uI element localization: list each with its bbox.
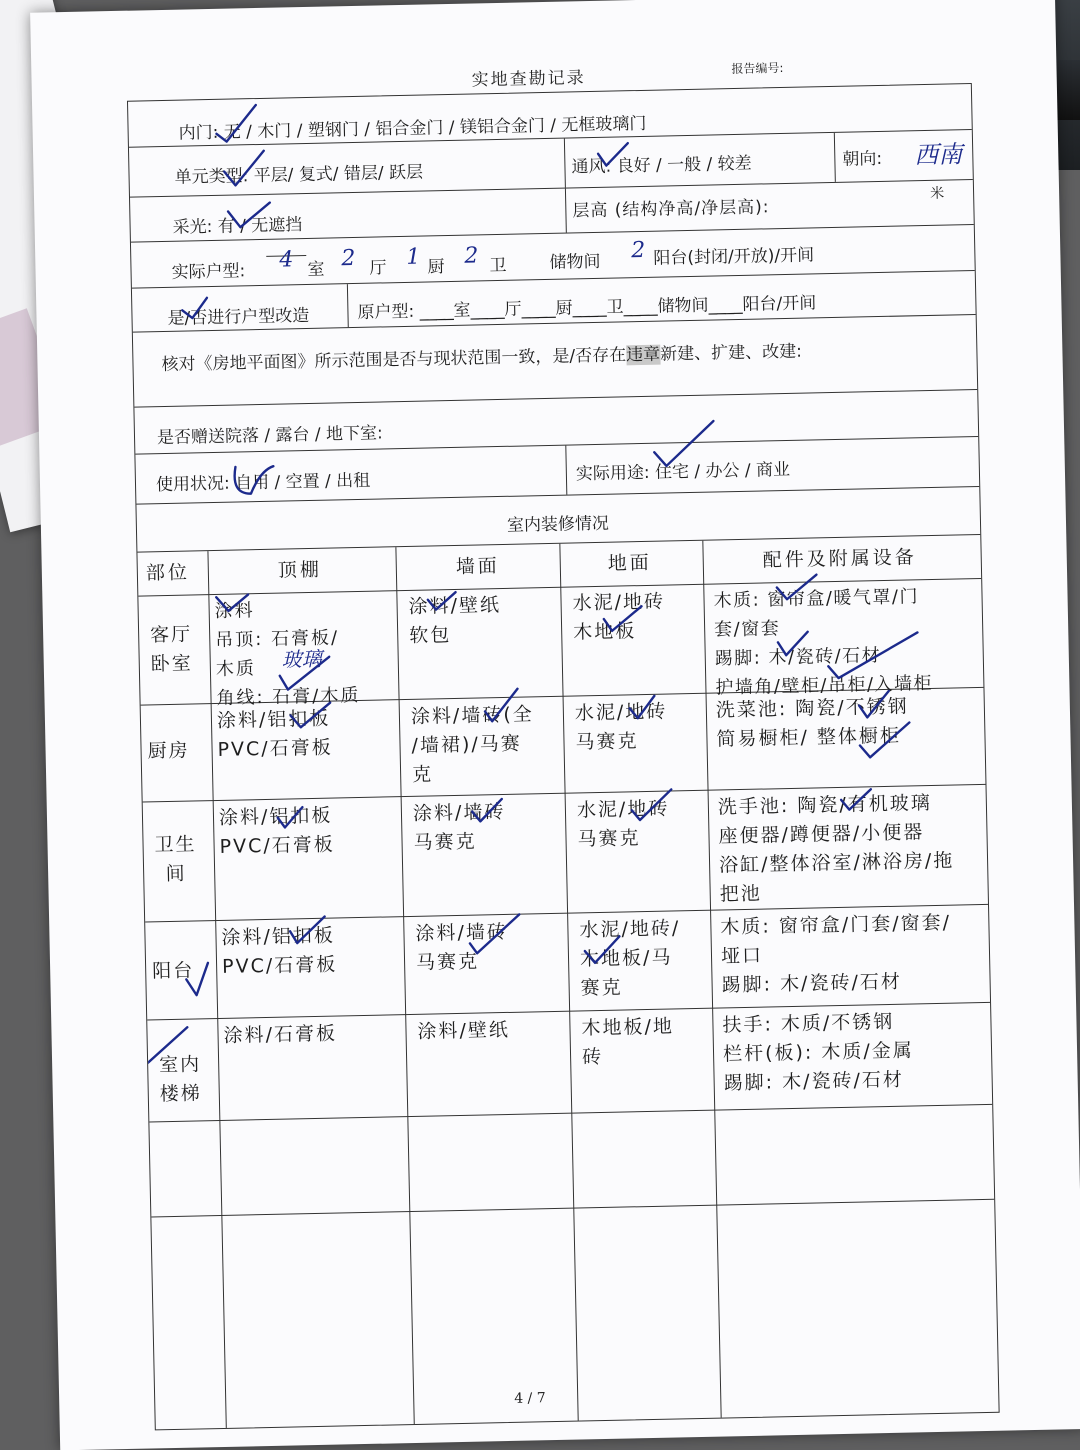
header-floor: 地面 bbox=[607, 551, 653, 575]
fittings-bathroom: 洗手池: 陶瓷/有机玻璃 座便器/蹲便器/小便器 浴缸/整体浴室/淋浴房/拖 把池 bbox=[717, 792, 955, 906]
halls-unit: 厅 bbox=[369, 258, 387, 279]
storage-unit: 储物间 bbox=[549, 251, 601, 273]
ceiling-balcony: 涂料/铝扣板 PVC/石膏板 bbox=[221, 924, 338, 978]
floor-kitchen: 水泥/地砖 马赛克 bbox=[574, 700, 668, 754]
part-stairs: 室内 楼梯 bbox=[158, 1053, 203, 1106]
wall-bathroom: 涂料/墙砖 马赛克 bbox=[412, 800, 506, 854]
fittings-stairs: 扶手: 木质/不锈钢 栏杆(板): 木质/金属 踢脚: 木/瓷砖/石材 bbox=[722, 1010, 914, 1095]
wall-kitchen: 涂料/墙砖(全 /墙裙)/马赛 克 bbox=[410, 703, 534, 786]
floor-living: 水泥/地砖 木地板 bbox=[572, 590, 666, 644]
fittings-kitchen: 洗菜池: 陶瓷/不锈钢 简易橱柜/ 整体橱柜 bbox=[715, 695, 909, 751]
gift-question: 是否赠送院落 / 露台 / 地下室: bbox=[156, 423, 384, 449]
kitchens-value: 1 bbox=[406, 244, 421, 270]
halls-value: 2 bbox=[341, 245, 356, 272]
page-number: 4 / 7 bbox=[514, 1390, 546, 1407]
fittings-balcony: 木质: 窗帘盒/门套/窗套/ 垭口 踢脚: 木/瓷砖/石材 bbox=[720, 911, 952, 997]
original-layout: 原户型: ____室____厅____厨____卫____储物间____阳台/开间 bbox=[357, 293, 817, 323]
form-title: 实地查勘记录 bbox=[471, 68, 586, 91]
decoration-title: 室内装修情况 bbox=[506, 513, 610, 536]
orientation-handwritten: 西南 bbox=[913, 140, 963, 170]
floor-bathroom: 水泥/地砖 马赛克 bbox=[576, 797, 670, 851]
baths-value: 2 bbox=[464, 243, 479, 269]
actual-layout-label: 实际户型: bbox=[171, 261, 246, 283]
part-bathroom: 卫生 间 bbox=[154, 833, 197, 886]
rooms-value: 4 bbox=[279, 247, 294, 273]
report-number-label: 报告编号: bbox=[731, 60, 784, 77]
floor-stairs: 木地板/地 砖 bbox=[581, 1015, 675, 1069]
fittings-living: 木质: 窗帘盒/暖气罩/门 套/窗套 踢脚: 木/瓷砖/石材 护墙角/壁柜/吊柜/入墙柜 bbox=[713, 586, 934, 699]
actual-layout-suffix: 阳台(封闭/开放)/开间 bbox=[653, 245, 815, 269]
floor-height-label: 层高 (结构净高/净层高): bbox=[572, 197, 770, 222]
part-kitchen: 厨房 bbox=[147, 739, 190, 763]
renovated-question: 是/否进行户型改造 bbox=[167, 305, 310, 329]
wall-stairs: 涂料/壁纸 bbox=[417, 1018, 511, 1043]
header-fittings: 配件及附属设备 bbox=[762, 546, 917, 572]
ceiling-kitchen: 涂料/铝扣板 PVC/石膏板 bbox=[216, 707, 333, 761]
ventilation-options: 通风: 良好 / 一般 / 较差 bbox=[571, 153, 752, 178]
ceiling-bathroom: 涂料/铝扣板 PVC/石膏板 bbox=[218, 804, 335, 858]
header-ceiling: 顶棚 bbox=[277, 558, 323, 582]
ceiling-stairs: 涂料/石膏板 bbox=[223, 1022, 338, 1047]
floor-height-unit: 米 bbox=[929, 185, 945, 202]
lighting-options: 采光: 有 / 无遮挡 bbox=[172, 215, 303, 238]
wall-living: 涂料/壁纸 软包 bbox=[408, 594, 502, 647]
baths-unit: 卫 bbox=[489, 255, 507, 277]
ceiling-living: 涂料 吊顶: 石膏板/ 木质 角线: 石膏/木质 bbox=[214, 600, 361, 709]
part-balcony: 阳台 bbox=[151, 959, 195, 983]
floor-balcony: 水泥/地砖/ 木地板/马 赛克 bbox=[579, 917, 681, 1000]
survey-form-sheet bbox=[30, 0, 1080, 1450]
unit-type-options: 单元类型: 平层/ 复式/ 错层/ 跃层 bbox=[174, 162, 424, 188]
form-table bbox=[127, 83, 1000, 1430]
header-part: 部位 bbox=[145, 561, 191, 585]
ceiling-living-handwritten: 玻璃 bbox=[281, 646, 322, 672]
actual-use: 实际用途: 住宅 / 办公 / 商业 bbox=[575, 459, 791, 485]
wall-balcony: 涂料/墙砖 马赛克 bbox=[415, 920, 509, 974]
orientation-label: 朝向: bbox=[842, 148, 883, 170]
use-status: 使用状况: 自用 / 空置 / 出租 bbox=[155, 470, 371, 496]
balconies-value: 2 bbox=[630, 237, 646, 264]
kitchens-unit: 厨 bbox=[427, 257, 445, 278]
plan-check-text: 核对《房地平面图》所示范围是否与现状范围一致，是/否存在违章新建、扩建、改建: bbox=[161, 341, 803, 376]
rooms-unit: 室 bbox=[307, 259, 325, 280]
door-options: 内门: 无 / 木门 / 塑钢门 / 铝合金门 / 镁铝合金门 / 无框玻璃门 bbox=[178, 113, 647, 144]
part-living-bedroom: 客厅 卧室 bbox=[149, 623, 194, 676]
header-wall: 墙面 bbox=[455, 555, 501, 578]
